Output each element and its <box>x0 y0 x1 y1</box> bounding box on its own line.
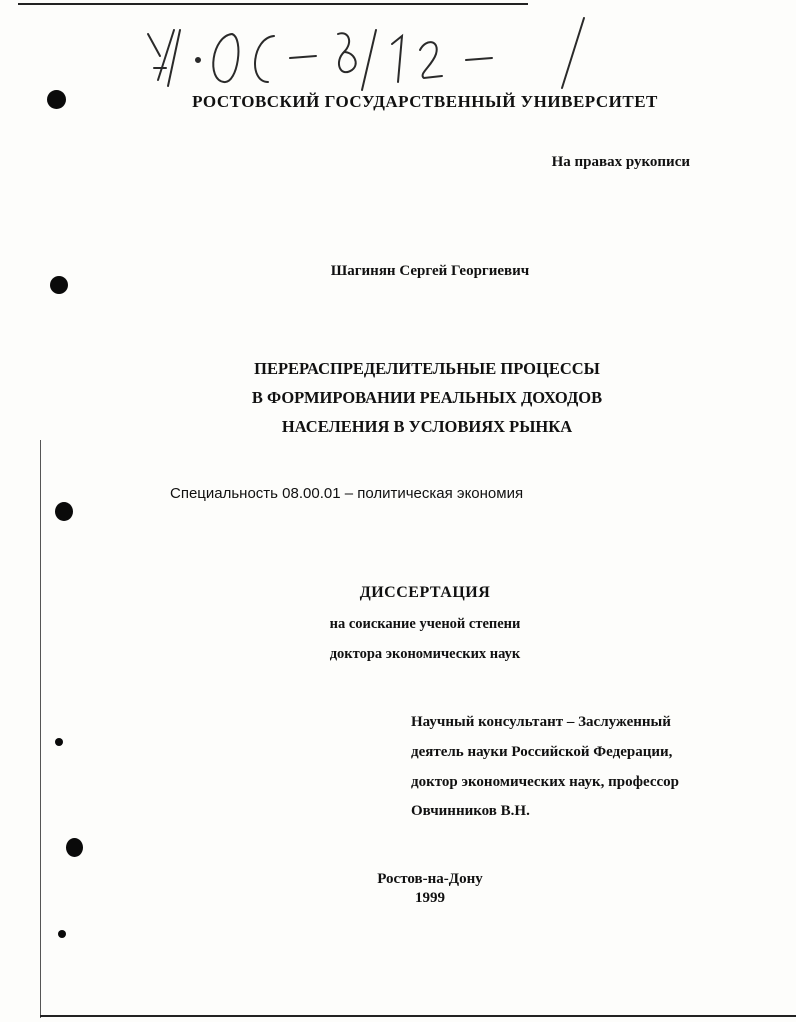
left-margin-line <box>40 440 41 1018</box>
author-name: Шагинян Сергей Георгиевич <box>330 263 530 279</box>
degree-line: на соискание ученой степени <box>329 616 521 632</box>
title-line: НАСЕЛЕНИЯ В УСЛОВИЯХ РЫНКА <box>281 417 573 436</box>
consultant-line: Научный консультант – Заслуженный <box>411 714 671 730</box>
punch-hole <box>47 90 66 109</box>
title-line: В ФОРМИРОВАНИИ РЕАЛЬНЫХ ДОХОДОВ <box>251 388 603 407</box>
punch-hole <box>55 738 63 746</box>
consultant-name: Овчинников В.Н. <box>411 803 530 819</box>
handwritten-code <box>140 8 610 98</box>
top-edge-line <box>18 3 528 5</box>
specialty-line: Специальность 08.00.01 – политическая экономия <box>170 485 524 502</box>
manuscript-rights: На правах рукописи <box>551 154 690 170</box>
consultant-line: деятель науки Российской Федерации, <box>411 744 673 760</box>
consultant-line: доктор экономических наук, профессор <box>411 774 680 790</box>
degree-line: доктора экономических наук <box>329 646 521 662</box>
dissertation-heading: ДИССЕРТАЦИЯ <box>359 584 491 601</box>
university-name: РОСТОВСКИЙ ГОСУДАРСТВЕННЫЙ УНИВЕРСИТЕТ <box>192 92 658 111</box>
punch-hole <box>50 276 68 294</box>
city: Ростов-на-Дону <box>377 871 483 887</box>
punch-hole <box>66 838 83 857</box>
punch-hole <box>55 502 73 521</box>
bottom-edge-line <box>40 1015 796 1017</box>
year: 1999 <box>415 890 445 906</box>
title-line: ПЕРЕРАСПРЕДЕЛИТЕЛЬНЫЕ ПРОЦЕССЫ <box>254 359 600 378</box>
punch-hole <box>58 930 66 938</box>
